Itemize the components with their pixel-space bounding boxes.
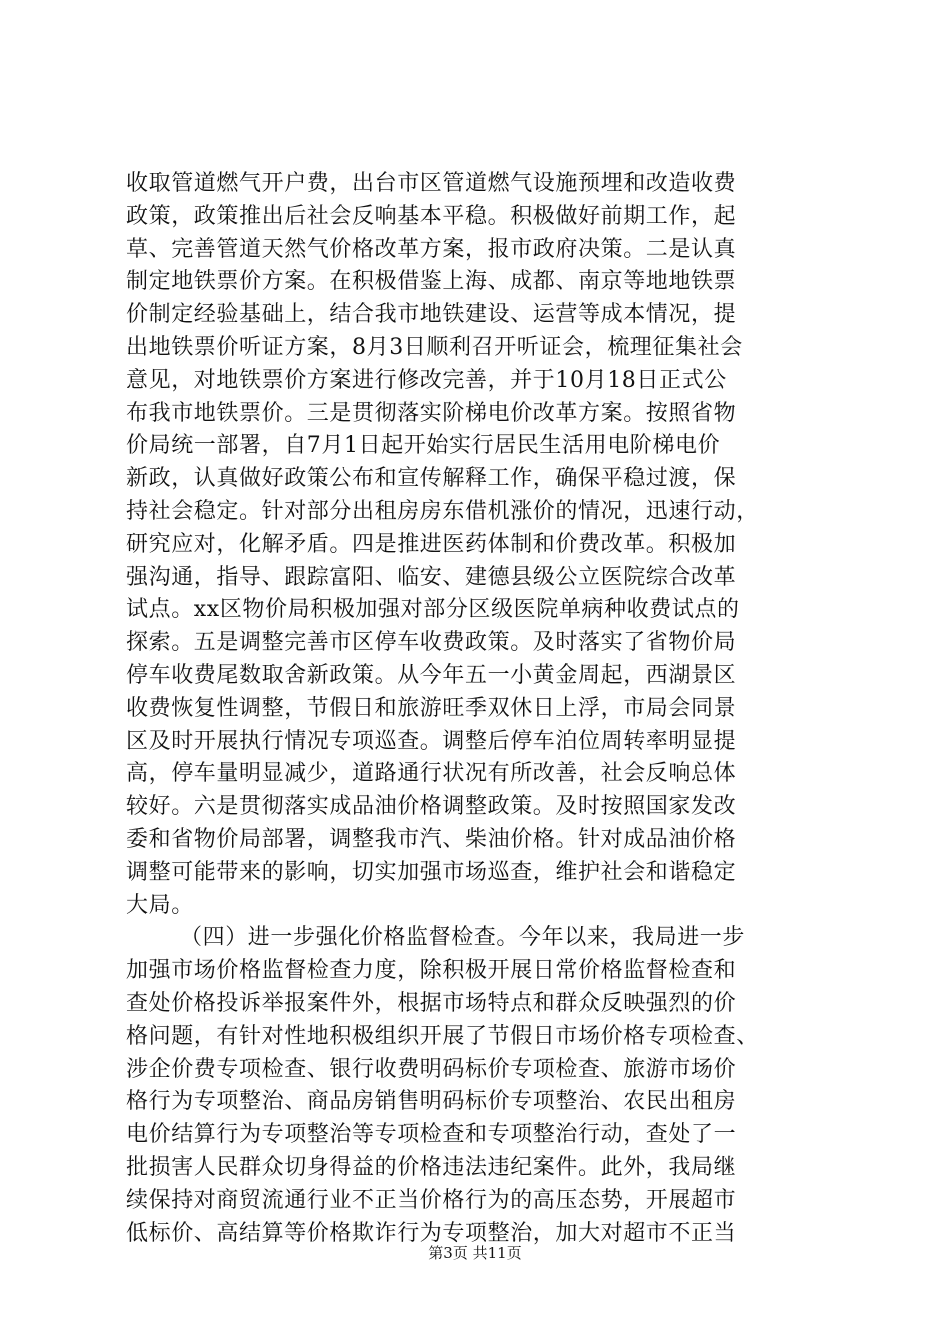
text-line: 低标价、高结算等价格欺诈行为专项整治，加大对超市不正当	[126, 1220, 737, 1246]
text-line: 查处价格投诉举报案件外，根据市场特点和群众反映强烈的价	[126, 990, 737, 1016]
text-line: 研究应对，化解矛盾。四是推进医药体制和价费改革。积极加	[126, 531, 737, 557]
text-line: 高，停车量明显减少，道路通行状况有所改善，社会反响总体	[126, 761, 737, 787]
text-line: 区及时开展执行情况专项巡查。调整后停车泊位周转率明显提	[126, 728, 737, 754]
text-line: 加强市场价格监督检查力度，除积极开展日常价格监督检查和	[126, 958, 737, 984]
text-line: 收费恢复性调整，节假日和旅游旺季双休日上浮，市局会同景	[126, 695, 737, 721]
text-line: 新政，认真做好政策公布和宣传解释工作，确保平稳过渡，保	[126, 466, 737, 492]
text-line: 电价结算行为专项整治等专项检查和专项整治行动，查处了一	[126, 1122, 737, 1148]
text-line: 较好。六是贯彻落实成品油价格调整政策。及时按照国家发改	[126, 794, 737, 820]
text-line: 价制定经验基础上，结合我市地铁建设、运营等成本情况，提	[126, 302, 737, 328]
text-line: 政策，政策推出后社会反响基本平稳。积极做好前期工作，起	[126, 203, 737, 229]
text-line: 试点。xx区物价局积极加强对部分区级医院单病种收费试点的	[126, 597, 740, 623]
text-line: 续保持对商贸流通行业不正当价格行为的高压态势，开展超市	[126, 1187, 737, 1213]
paragraph-start-line: （四）进一步强化价格监督检查。今年以来，我局进一步	[180, 925, 746, 951]
text-line: 停车收费尾数取舍新政策。从今年五一小黄金周起，西湖景区	[126, 662, 737, 688]
text-line: 批损害人民群众切身得益的价格违法违纪案件。此外，我局继	[126, 1154, 737, 1180]
text-line: 涉企价费专项检查、银行收费明码标价专项检查、旅游市场价	[126, 1056, 737, 1082]
text-line: 制定地铁票价方案。在积极借鉴上海、成都、南京等地地铁票	[126, 269, 737, 295]
text-line: 草、完善管道天然气价格改革方案，报市政府决策。二是认真	[126, 236, 737, 262]
page-number-footer: 第3页 共11页	[428, 1244, 522, 1262]
text-line: 委和省物价局部署，调整我市汽、柴油价格。针对成品油价格	[126, 826, 737, 852]
text-line: 格问题，有针对性地积极组织开展了节假日市场价格专项检查、	[126, 1023, 759, 1049]
text-line: 大局。	[126, 892, 194, 918]
document-body	[126, 168, 836, 1250]
text-line: 调整可能带来的影响，切实加强市场巡查，维护社会和谐稳定	[126, 859, 737, 885]
text-line: 持社会稳定。针对部分出租房房东借机涨价的情况，迅速行动，	[126, 498, 759, 524]
text-line: 格行为专项整治、商品房销售明码标价专项整治、农民出租房	[126, 1089, 737, 1115]
text-line: 价局统一部署，自7月1日起开始实行居民生活用电阶梯电价	[126, 433, 721, 459]
text-line: 出地铁票价听证方案，8月3日顺利召开听证会，梳理征集社会	[126, 334, 743, 360]
text-line: 强沟通，指导、跟踪富阳、临安、建德县级公立医院综合改革	[126, 564, 737, 590]
text-line: 意见，对地铁票价方案进行修改完善，并于10月18日正式公	[126, 367, 727, 393]
text-line: 布我市地铁票价。三是贯彻落实阶梯电价改革方案。按照省物	[126, 400, 737, 426]
text-line: 探索。五是调整完善市区停车收费政策。及时落实了省物价局	[126, 630, 737, 656]
text-line: 收取管道燃气开户费，出台市区管道燃气设施预埋和改造收费	[126, 171, 737, 196]
